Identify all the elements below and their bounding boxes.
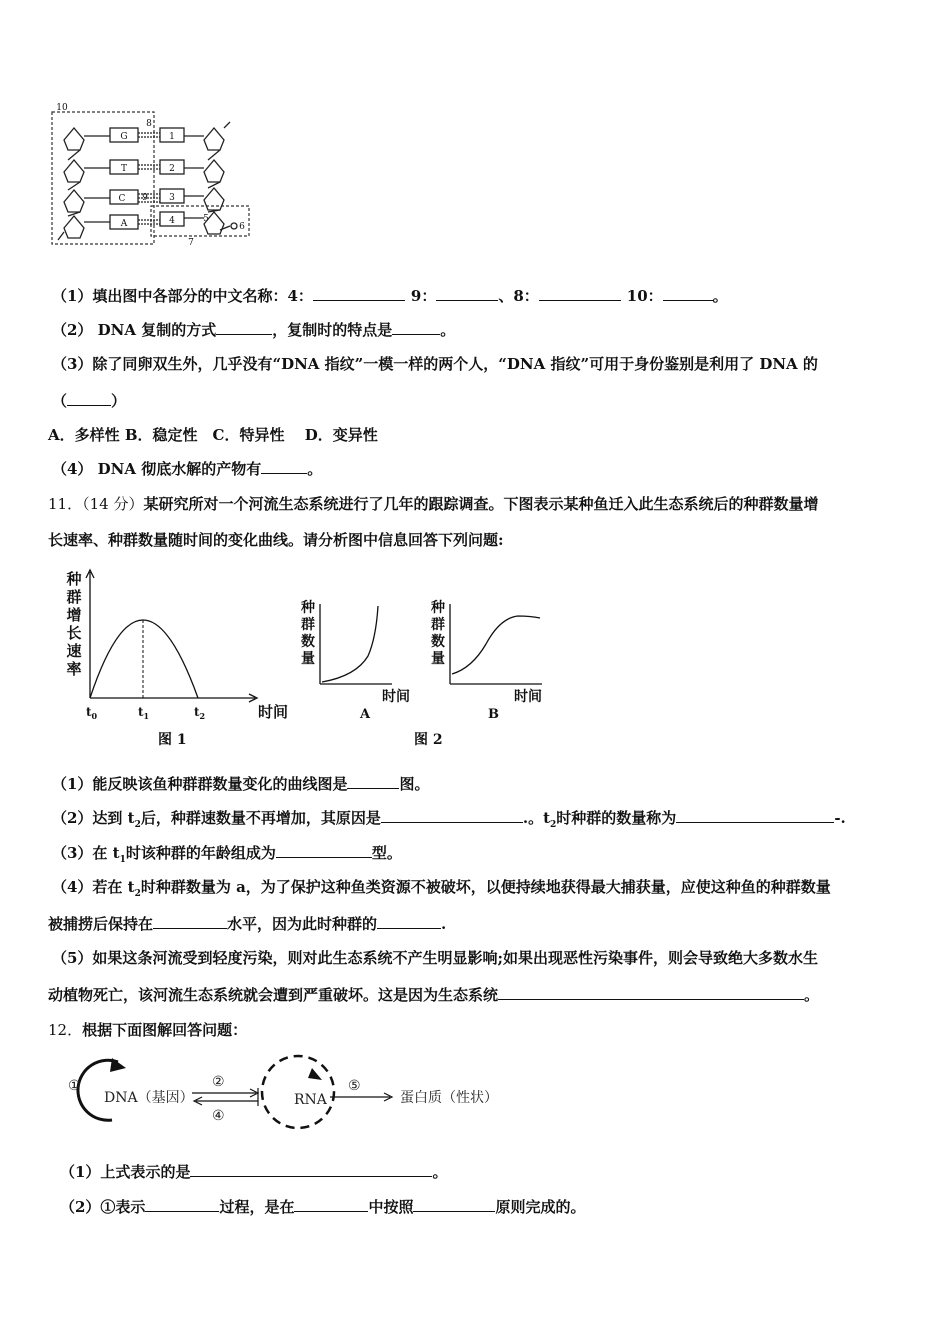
q11-part3-text: 时该种群的年龄组成为 — [125, 844, 276, 862]
q11-part4-line1 — [52, 877, 831, 904]
dna-base-g: G — [120, 132, 128, 142]
answer-blank[interactable] — [381, 808, 523, 823]
q11-score: （14 分） — [82, 495, 144, 513]
punct: 型。 — [371, 844, 402, 862]
answer-blank[interactable] — [294, 1197, 368, 1212]
punct: 。 — [432, 1163, 448, 1181]
dna-label-1: 1 — [169, 132, 175, 142]
fig1-tick-t1: $t_1$ — [138, 705, 150, 721]
label-circle-1: ① — [68, 1078, 81, 1094]
q10-part1-label-9: 9： — [410, 287, 437, 305]
q12-part1 — [60, 1162, 447, 1182]
q10-part1-label-8: 、8： — [498, 287, 539, 305]
punct: 。 — [712, 287, 728, 305]
q12-stem-text: 根据下面图解回答问题： — [82, 1021, 248, 1039]
punct: 。 — [440, 321, 456, 339]
subscript: 2 — [134, 889, 141, 899]
q11-part2-text: 时种群的数量称为 — [556, 809, 677, 827]
label-circle-2: ② — [212, 1074, 225, 1090]
dna-label-4: 4 — [169, 216, 175, 226]
fig1-ylabel-char: 长 — [66, 624, 82, 642]
q11-part4-text: （4）若在 t — [52, 878, 135, 896]
fig2a-curve — [322, 606, 378, 682]
q10-part2-mid: ，复制时的特点是 — [272, 321, 393, 339]
q10-part4-text: （4） DNA 彻底水解的产物有 — [52, 460, 262, 478]
q11-stem-line1 — [48, 494, 818, 514]
answer-blank[interactable] — [216, 320, 272, 335]
q11-part3-text: （3）在 t — [52, 844, 120, 862]
fig2a-ylabel-char: 数 — [301, 634, 315, 650]
answer-blank[interactable] — [392, 320, 440, 335]
fig2-label-a: A — [360, 707, 371, 722]
fig2a-xlabel: 时间 — [382, 689, 410, 705]
dna-base-t: T — [120, 164, 128, 174]
fig1-ylabel-char: 增 — [66, 606, 82, 624]
q11-part5-text: 动植物死亡，该河流生态系统就会遭到严重破坏。这是因为生态系统 — [48, 986, 499, 1004]
q11-part4-text: 被捕捞后保持在 — [48, 915, 154, 933]
q11-number: 11． — [48, 495, 83, 513]
fig1-caption: 图 1 — [158, 732, 187, 748]
paren-open: （ — [52, 392, 68, 410]
dna-label-7: 7 — [188, 238, 194, 248]
q11-part3 — [52, 843, 402, 870]
fig2b-ylabel-char: 群 — [431, 617, 445, 633]
answer-blank[interactable] — [413, 1197, 495, 1212]
dna-label-8: 8 — [146, 119, 152, 129]
label-circle-4: ④ — [212, 1108, 225, 1124]
q12-part2-text: 中按照 — [368, 1198, 414, 1216]
fig2-label-b: B — [488, 707, 499, 722]
q11-stem-text: 某研究所对一个河流生态系统进行了几年的跟踪调查。下图表示某种鱼迁入此生态系统后的种群数量增 — [143, 495, 819, 513]
punct: 图。 — [399, 775, 430, 793]
q11-part2-text: 后，种群速数量不再增加，其原因是 — [140, 809, 381, 827]
fig2b-ylabel-char: 量 — [431, 651, 445, 667]
q11-part4-text: 时种群数量为 a，为了保护这种鱼类资源不被破坏，以便持续地获得最大捕获量，应使这种鱼的种群数量 — [140, 878, 831, 896]
answer-blank[interactable] — [436, 286, 498, 301]
dna-gene-label: DNA（基因） — [104, 1090, 194, 1106]
q12-part2-text: （2）①表示 — [60, 1198, 146, 1216]
q10-options: A．多样性 B．稳定性 C．特异性 D．变异性 — [48, 426, 378, 444]
answer-blank[interactable] — [663, 286, 713, 301]
q12-part2 — [60, 1197, 586, 1217]
answer-blank[interactable] — [67, 391, 111, 406]
answer-blank[interactable] — [539, 286, 621, 301]
answer-blank[interactable] — [276, 843, 372, 858]
q11-part2-text: （2）达到 t — [52, 809, 135, 827]
q12-part1-text: （1）上式表示的是 — [60, 1163, 191, 1181]
dna-base-a: A — [120, 219, 128, 229]
q12-stem — [48, 1020, 247, 1040]
answer-blank[interactable] — [498, 985, 804, 1000]
q11-part4-line2 — [48, 914, 446, 934]
q12-number: 12． — [48, 1021, 83, 1039]
subscript: 1 — [119, 855, 126, 865]
fig1-ylabel-char: 种 — [66, 570, 82, 588]
growth-rate-chart — [60, 566, 300, 756]
fig2a-ylabel-char: 量 — [301, 651, 315, 667]
answer-blank[interactable] — [377, 914, 441, 929]
q11-stem-line2: 长速率、种群数量随时间的变化曲线。请分析图中信息回答下列问题: — [48, 531, 504, 549]
answer-blank[interactable] — [153, 914, 227, 929]
dna-label-10: 10 — [56, 103, 68, 113]
punct: . — [441, 915, 447, 933]
q12-part2-text: 过程，是在 — [219, 1198, 295, 1216]
dna-label-5: 5 — [203, 214, 209, 224]
fig1-tick-t2: $t_2$ — [194, 705, 206, 721]
q10-part4 — [52, 459, 322, 479]
fig2b-curve — [452, 616, 540, 674]
punct: 。 — [804, 986, 820, 1004]
q11-part5-line2 — [48, 985, 819, 1005]
protein-trait-label: 蛋白质（性状） — [400, 1090, 498, 1106]
replication-arrowhead — [110, 1058, 126, 1072]
q10-part1-label-10: 10： — [626, 287, 663, 305]
q12-part2-text: 原则完成的。 — [495, 1198, 586, 1216]
dna-base-c: C — [118, 194, 126, 204]
dna-label-9: 9 — [142, 193, 148, 203]
fig1-tick-t0: $t_0$ — [86, 705, 98, 721]
answer-blank[interactable] — [145, 1197, 219, 1212]
dna-structure-figure — [44, 100, 254, 250]
central-dogma-diagram — [60, 1048, 520, 1132]
answer-blank[interactable] — [261, 459, 307, 474]
fig2a-ylabel-char: 群 — [301, 617, 315, 633]
q11-part2 — [52, 808, 846, 835]
q10-part3-paren — [52, 391, 126, 411]
fig1-xlabel: 时间 — [258, 703, 289, 721]
q11-part1-text: （1）能反映该鱼种群群数量变化的曲线图是 — [52, 775, 348, 793]
q11-part4-text: 水平，因为此时种群的 — [227, 915, 378, 933]
paren-close: ） — [111, 392, 127, 410]
answer-blank[interactable] — [190, 1162, 432, 1177]
fig2a-ylabel-char: 种 — [301, 600, 315, 616]
q10-part1-text: （1）填出图中各部分的中文名称：4： — [52, 287, 313, 305]
punct: -. — [834, 809, 846, 827]
fig2-caption: 图 2 — [414, 732, 443, 748]
q11-part1 — [52, 774, 429, 794]
punct: 。 — [307, 460, 323, 478]
fig2b-ylabel-char: 种 — [431, 600, 445, 616]
answer-blank[interactable] — [313, 286, 405, 301]
answer-blank[interactable] — [347, 774, 399, 789]
fig1-curve — [90, 620, 198, 698]
fig1-ylabel-char: 群 — [66, 588, 82, 606]
subscript: 2 — [550, 820, 557, 830]
q11-part5-line1: （5）如果这条河流受到轻度污染，则对此生态系统不产生明显影响;如果出现恶性污染事件，则会导致绝大多数水生 — [52, 949, 818, 967]
q10-part1 — [52, 286, 728, 306]
rna-label: RNA — [294, 1092, 327, 1108]
rna-loop-arrowhead — [308, 1068, 322, 1080]
q10-part2 — [52, 320, 455, 340]
population-charts — [296, 598, 556, 756]
q10-part3: （3）除了同卵双生外，几乎没有“DNA 指纹”一模一样的两个人，“DNA 指纹”可用于身份鉴别是利用了 DNA 的 — [52, 355, 818, 373]
fig2b-ylabel-char: 数 — [431, 634, 445, 650]
answer-blank[interactable] — [676, 808, 834, 823]
fig1-ylabel-char: 率 — [66, 660, 82, 678]
dna-label-2: 2 — [169, 164, 175, 174]
dna-label-6: 6 — [239, 222, 245, 232]
q10-part2-text: （2） DNA 复制的方式 — [52, 321, 217, 339]
fig1-ylabel-char: 速 — [66, 642, 82, 660]
subscript: 2 — [134, 820, 141, 830]
label-circle-5: ⑤ — [348, 1078, 361, 1094]
fig2b-xlabel: 时间 — [514, 689, 542, 705]
q11-part2-text: .。t — [522, 809, 551, 827]
dna-label-3: 3 — [169, 193, 175, 203]
